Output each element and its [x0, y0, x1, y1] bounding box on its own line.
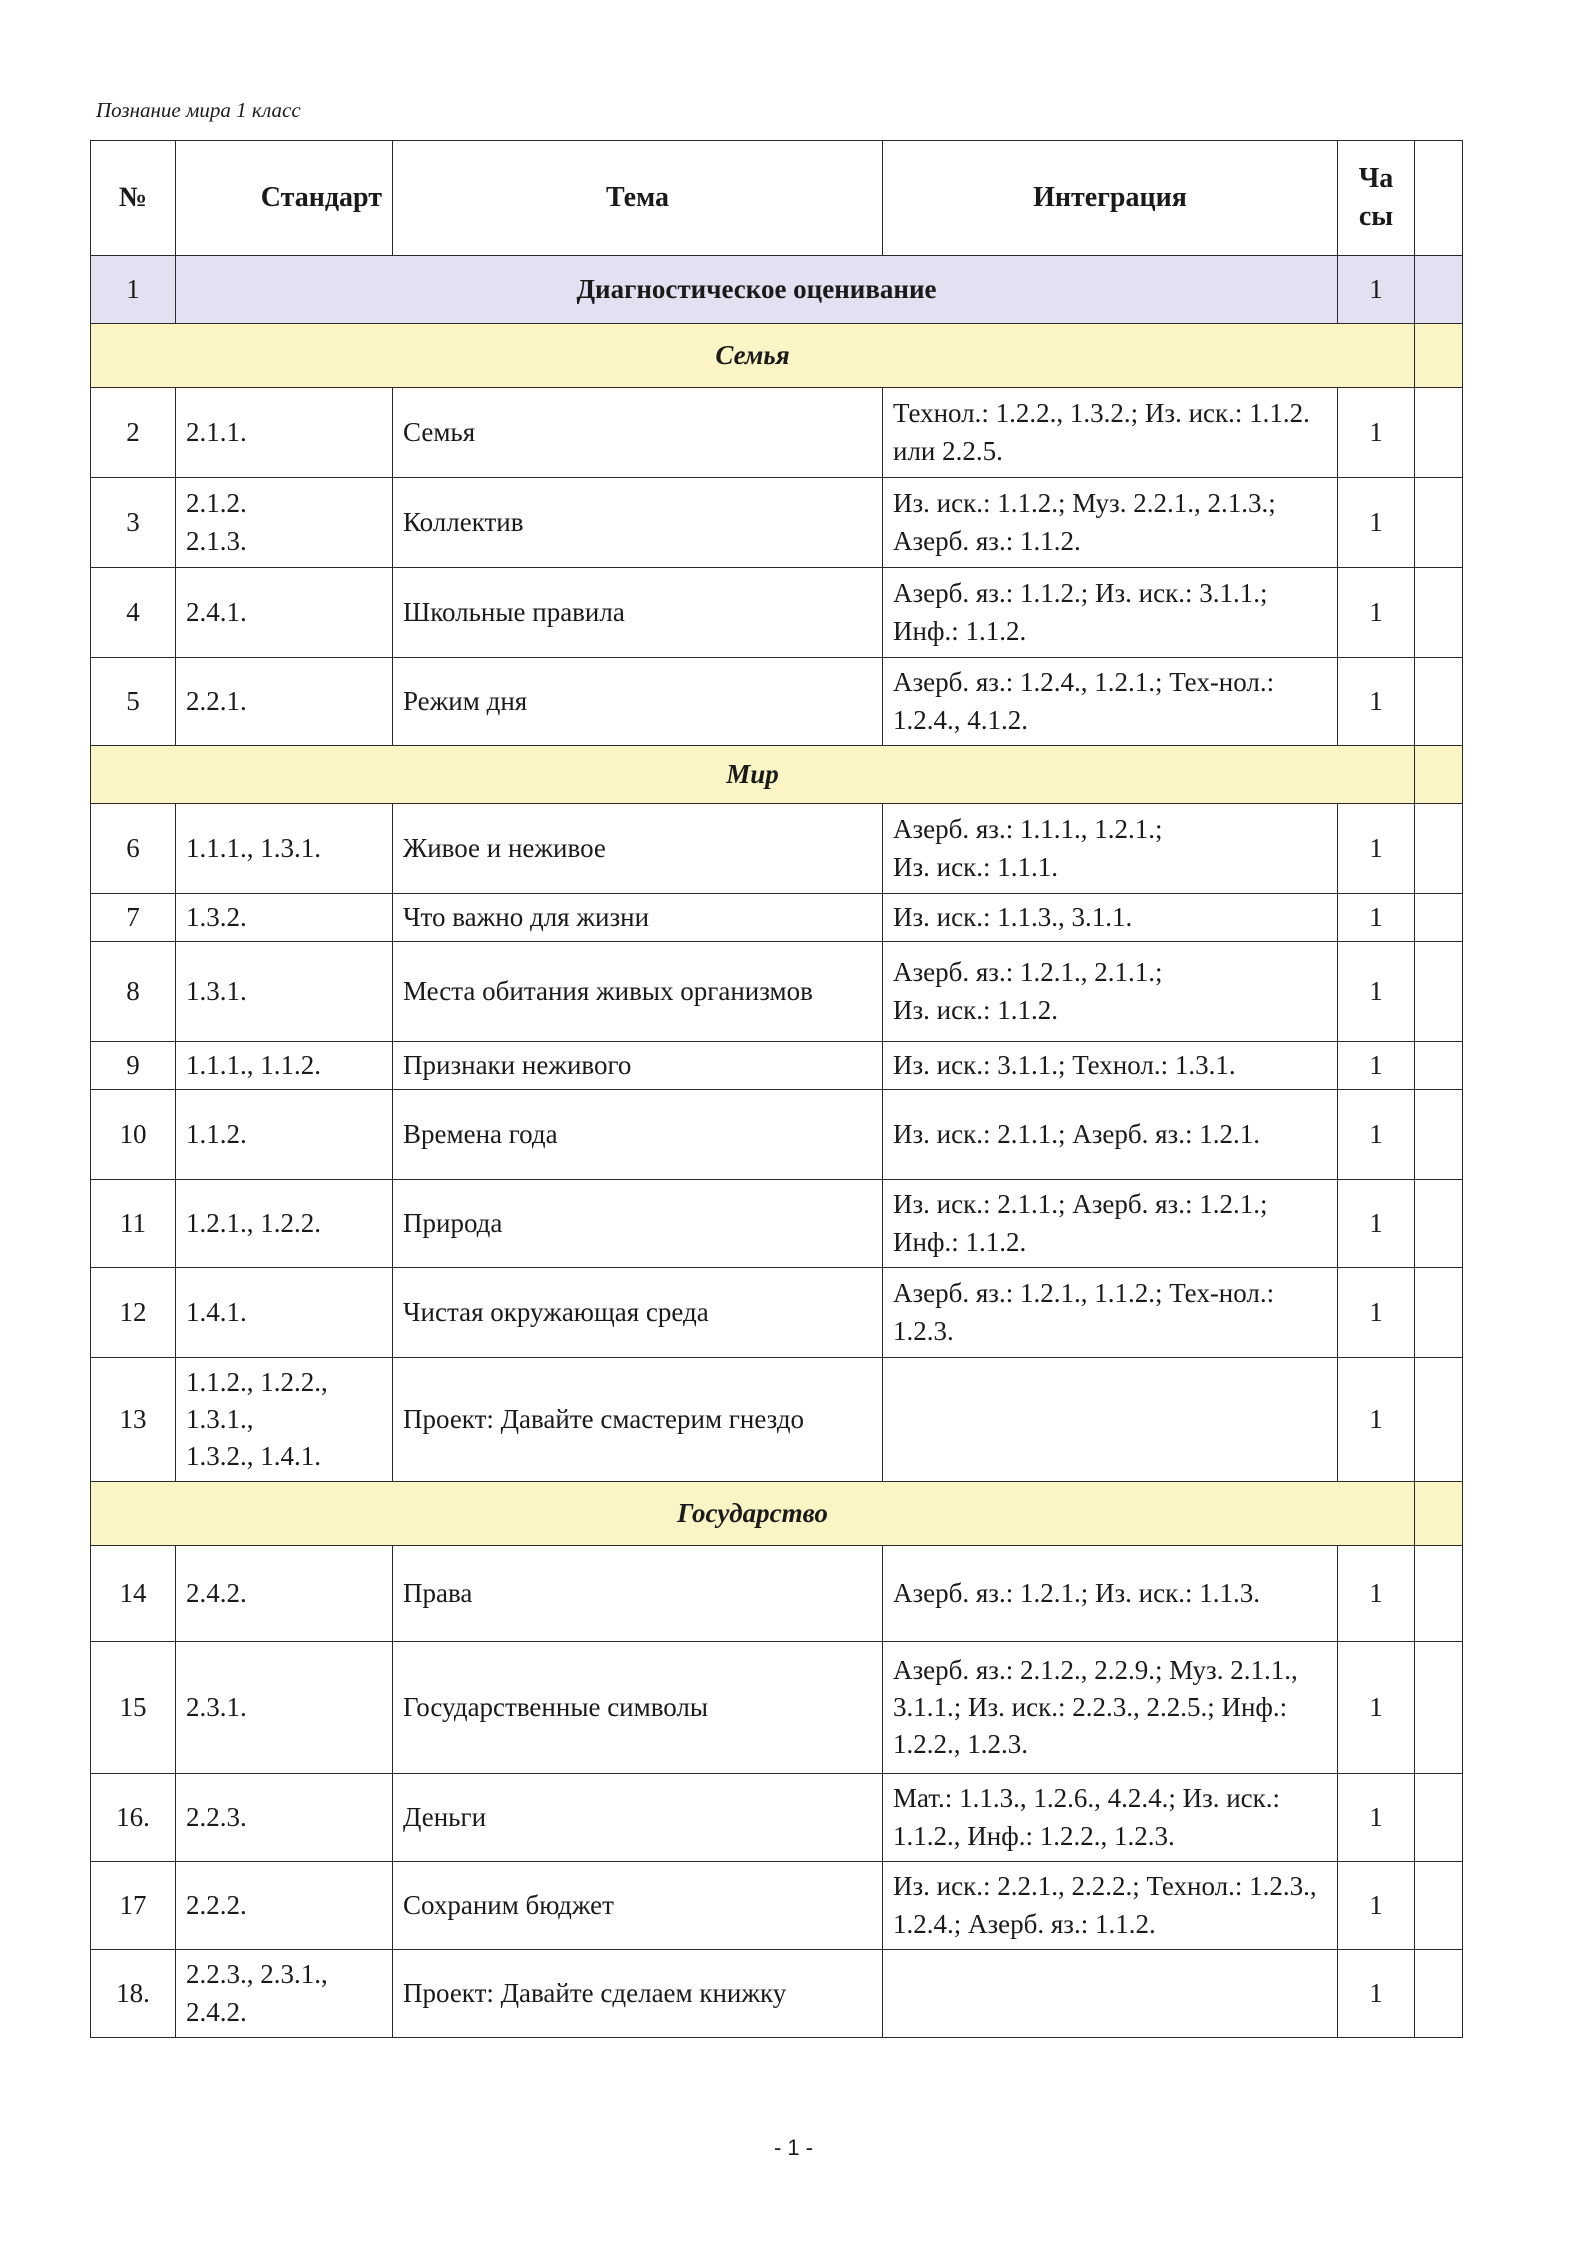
curriculum-table: [90, 140, 1463, 2038]
row-hours: 1: [1338, 388, 1415, 478]
row-integration: [883, 1358, 1338, 1482]
diagnostic-title: Диагностическое оценивание: [176, 256, 1338, 324]
col-header-integration: Интеграция: [883, 141, 1338, 256]
table-row: [91, 1774, 1463, 1862]
row-number: 18.: [91, 1950, 176, 2038]
row-integration: Из. иск.: 2.2.1., 2.2.2.; Технол.: 1.2.3., 1.2.4.; Азерб. яз.: 1.1.2.: [883, 1862, 1338, 1950]
row-number: 4: [91, 568, 176, 658]
row-extra-cell: [1415, 1546, 1463, 1642]
table-row: [91, 942, 1463, 1042]
row-hours: 1: [1338, 658, 1415, 746]
row-standard: 2.1.2. 2.1.3.: [176, 478, 393, 568]
row-number: 3: [91, 478, 176, 568]
diagnostic-row: [91, 256, 1463, 324]
row-hours: 1: [1338, 1862, 1415, 1950]
row-standard: 1.4.1.: [176, 1268, 393, 1358]
row-hours: 1: [1338, 1090, 1415, 1180]
row-number: 10: [91, 1090, 176, 1180]
row-extra-cell: [1415, 568, 1463, 658]
row-topic: Государственные символы: [393, 1642, 883, 1774]
row-hours: 1: [1338, 1642, 1415, 1774]
row-topic: Права: [393, 1546, 883, 1642]
row-hours: 1: [1338, 1180, 1415, 1268]
table-row: [91, 658, 1463, 746]
row-extra-cell: [1415, 1774, 1463, 1862]
row-topic: Что важно для жизни: [393, 894, 883, 942]
row-hours: 1: [1338, 1268, 1415, 1358]
row-number: 17: [91, 1862, 176, 1950]
col-header-hours: Ча сы: [1338, 141, 1415, 256]
row-integration: Технол.: 1.2.2., 1.3.2.; Из. иск.: 1.1.2. или 2.2.5.: [883, 388, 1338, 478]
row-integration: Азерб. яз.: 1.2.4., 1.2.1.; Тех-нол.: 1.2.4., 4.1.2.: [883, 658, 1338, 746]
header-row: [91, 141, 1463, 256]
row-number: 6: [91, 804, 176, 894]
table-row: [91, 1642, 1463, 1774]
row-standard: 2.2.2.: [176, 1862, 393, 1950]
row-extra-cell: [1415, 1950, 1463, 2038]
row-integration: Азерб. яз.: 1.1.1., 1.2.1.; Из. иск.: 1.1.1.: [883, 804, 1338, 894]
section-title: Семья: [91, 324, 1415, 388]
row-extra-cell: [1415, 942, 1463, 1042]
row-topic: Сохраним бюджет: [393, 1862, 883, 1950]
row-extra-cell: [1415, 1862, 1463, 1950]
row-number: 9: [91, 1042, 176, 1090]
row-topic: Чистая окружающая среда: [393, 1268, 883, 1358]
row-hours: 1: [1338, 804, 1415, 894]
row-integration: Азерб. яз.: 1.2.1., 1.1.2.; Тех-нол.: 1.2.3.: [883, 1268, 1338, 1358]
row-extra-cell: [1415, 478, 1463, 568]
row-hours: 1: [1338, 1042, 1415, 1090]
table-row: [91, 1862, 1463, 1950]
row-integration: Из. иск.: 1.1.3., 3.1.1.: [883, 894, 1338, 942]
row-integration: Из. иск.: 1.1.2.; Муз. 2.2.1., 2.1.3.; Азерб. яз.: 1.1.2.: [883, 478, 1338, 568]
section-row: [91, 746, 1463, 804]
row-integration: [883, 1950, 1338, 2038]
section-title: Мир: [91, 746, 1415, 804]
row-extra-cell: [1415, 658, 1463, 746]
row-standard: 1.3.1.: [176, 942, 393, 1042]
row-number: 1: [91, 256, 176, 324]
row-hours: 1: [1338, 1546, 1415, 1642]
row-number: 13: [91, 1358, 176, 1482]
table-row: [91, 1358, 1463, 1482]
document-header: Познание мира 1 класс: [96, 98, 301, 122]
row-topic: Семья: [393, 388, 883, 478]
row-integration: Мат.: 1.1.3., 1.2.6., 4.2.4.; Из. иск.: 1.1.2., Инф.: 1.2.2., 1.2.3.: [883, 1774, 1338, 1862]
row-standard: 2.3.1.: [176, 1642, 393, 1774]
row-hours: 1: [1338, 942, 1415, 1042]
row-extra-cell: [1415, 324, 1463, 388]
row-extra-cell: [1415, 388, 1463, 478]
col-header-extra: [1415, 141, 1463, 256]
row-topic: Времена года: [393, 1090, 883, 1180]
row-standard: 2.2.1.: [176, 658, 393, 746]
row-integration: Из. иск.: 2.1.1.; Азерб. яз.: 1.2.1.: [883, 1090, 1338, 1180]
row-extra-cell: [1415, 1482, 1463, 1546]
row-topic: Проект: Давайте смастерим гнездо: [393, 1358, 883, 1482]
row-topic: Проект: Давайте сделаем книжку: [393, 1950, 883, 2038]
row-topic: Режим дня: [393, 658, 883, 746]
col-header-number: №: [91, 141, 176, 256]
table-row: [91, 804, 1463, 894]
row-standard: 1.2.1., 1.2.2.: [176, 1180, 393, 1268]
row-number: 5: [91, 658, 176, 746]
row-extra-cell: [1415, 746, 1463, 804]
row-number: 16.: [91, 1774, 176, 1862]
row-hours: 1: [1338, 256, 1415, 324]
row-hours: 1: [1338, 1774, 1415, 1862]
row-extra-cell: [1415, 1042, 1463, 1090]
table-row: [91, 388, 1463, 478]
row-number: 14: [91, 1546, 176, 1642]
table-row: [91, 1090, 1463, 1180]
row-standard: 2.2.3., 2.3.1., 2.4.2.: [176, 1950, 393, 2038]
row-standard: 1.1.2.: [176, 1090, 393, 1180]
row-extra-cell: [1415, 1358, 1463, 1482]
row-integration: Из. иск.: 2.1.1.; Азерб. яз.: 1.2.1.; Инф.: 1.1.2.: [883, 1180, 1338, 1268]
row-topic: Места обитания живых организмов: [393, 942, 883, 1042]
row-number: 7: [91, 894, 176, 942]
row-hours: 1: [1338, 894, 1415, 942]
row-integration: Азерб. яз.: 2.1.2., 2.2.9.; Муз. 2.1.1., 3.1.1.; Из. иск.: 2.2.3., 2.2.5.; Инф.: 1.2.2., 1.2.3.: [883, 1642, 1338, 1774]
table-row: [91, 1546, 1463, 1642]
row-extra-cell: [1415, 1642, 1463, 1774]
table-row: [91, 478, 1463, 568]
row-integration: Азерб. яз.: 1.2.1., 2.1.1.; Из. иск.: 1.1.2.: [883, 942, 1338, 1042]
row-standard: 2.4.1.: [176, 568, 393, 658]
row-number: 8: [91, 942, 176, 1042]
row-topic: Живое и неживое: [393, 804, 883, 894]
row-standard: 2.1.1.: [176, 388, 393, 478]
row-standard: 1.1.1., 1.3.1.: [176, 804, 393, 894]
row-extra-cell: [1415, 1180, 1463, 1268]
row-standard: 1.1.2., 1.2.2., 1.3.1., 1.3.2., 1.4.1.: [176, 1358, 393, 1482]
row-number: 2: [91, 388, 176, 478]
row-hours: 1: [1338, 1358, 1415, 1482]
row-topic: Признаки неживого: [393, 1042, 883, 1090]
row-topic: Деньги: [393, 1774, 883, 1862]
table-row: [91, 894, 1463, 942]
row-extra-cell: [1415, 804, 1463, 894]
row-standard: 2.4.2.: [176, 1546, 393, 1642]
row-integration: Из. иск.: 3.1.1.; Технол.: 1.3.1.: [883, 1042, 1338, 1090]
section-row: [91, 324, 1463, 388]
row-integration: Азерб. яз.: 1.2.1.; Из. иск.: 1.1.3.: [883, 1546, 1338, 1642]
row-hours: 1: [1338, 478, 1415, 568]
row-topic: Природа: [393, 1180, 883, 1268]
row-number: 11: [91, 1180, 176, 1268]
table-row: [91, 1180, 1463, 1268]
table-row: [91, 1042, 1463, 1090]
table-row: [91, 1950, 1463, 2038]
row-extra-cell: [1415, 894, 1463, 942]
row-extra-cell: [1415, 256, 1463, 324]
col-header-standard: Стандарт: [176, 141, 393, 256]
table-row: [91, 568, 1463, 658]
page-number: - 1 -: [773, 2135, 814, 2160]
row-topic: Школьные правила: [393, 568, 883, 658]
section-title: Государство: [91, 1482, 1415, 1546]
row-hours: 1: [1338, 568, 1415, 658]
row-hours: 1: [1338, 1950, 1415, 2038]
row-standard: 1.3.2.: [176, 894, 393, 942]
row-number: 15: [91, 1642, 176, 1774]
col-header-topic: Тема: [393, 141, 883, 256]
section-row: [91, 1482, 1463, 1546]
row-standard: 2.2.3.: [176, 1774, 393, 1862]
row-standard: 1.1.1., 1.1.2.: [176, 1042, 393, 1090]
row-topic: Коллектив: [393, 478, 883, 568]
row-number: 12: [91, 1268, 176, 1358]
table-row: [91, 1268, 1463, 1358]
row-extra-cell: [1415, 1090, 1463, 1180]
row-integration: Азерб. яз.: 1.1.2.; Из. иск.: 3.1.1.; Инф.: 1.1.2.: [883, 568, 1338, 658]
row-extra-cell: [1415, 1268, 1463, 1358]
